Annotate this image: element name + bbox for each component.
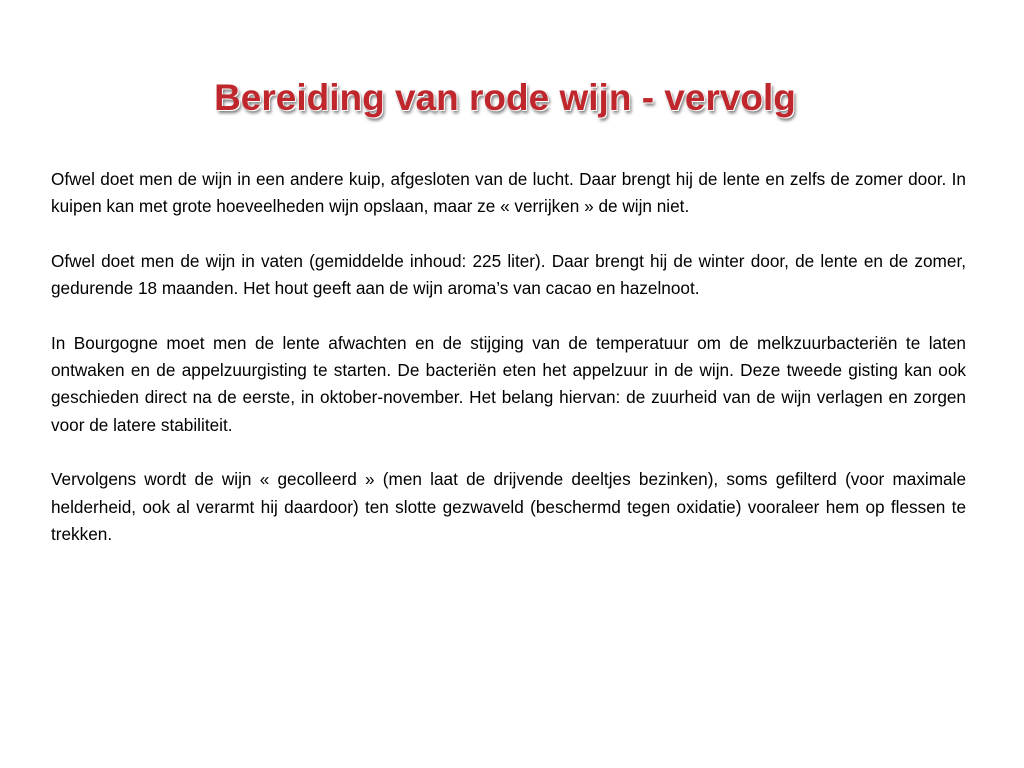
paragraph-vervolgens: Vervolgens wordt de wijn « gecolleerd » (men laat de drijvende deeltjes bezinken), soms gefilterd (voor maximale helderheid, ook al verarmt hij daardoor) ten slotte gezwaveld (beschermd tegen oxidatie) vooraleer hem op flessen te trekken. — [51, 469, 966, 544]
slide-title: Bereiding van rode wijn - vervolg — [214, 77, 796, 118]
paragraph-bourgogne: In Bourgogne moet men de lente afwachten en de stijging van de temperatuur om de melkzuurbacteriën te laten ontwaken en de appelzuurgisting te starten. De bacteriën eten het appelzuur in de wijn. Deze tweede gisting kan ook geschieden direct na de eerste, in oktober-november. Het belang hiervan: de zuurheid van de wijn verlagen en zorgen voor de latere stabiliteit. — [51, 332, 966, 435]
paragraph-kuip: Ofwel doet men de wijn in een andere kuip, afgesloten van de lucht. Daar brengt hij de lente en zelfs de zomer door. In kuipen kan met grote hoeveelheden wijn opslaan, maar ze « verrijken » de wijn niet. — [51, 169, 966, 217]
paragraph-vaten: Ofwel doet men de wijn in vaten (gemiddelde inhoud: 225 liter). Daar brengt hij de winter door, de lente en de zomer, gedurende 18 maanden. Het hout geeft aan de wijn aroma’s van cacao en hazelnoot. — [51, 250, 966, 299]
slide-body — [51, 166, 966, 575]
